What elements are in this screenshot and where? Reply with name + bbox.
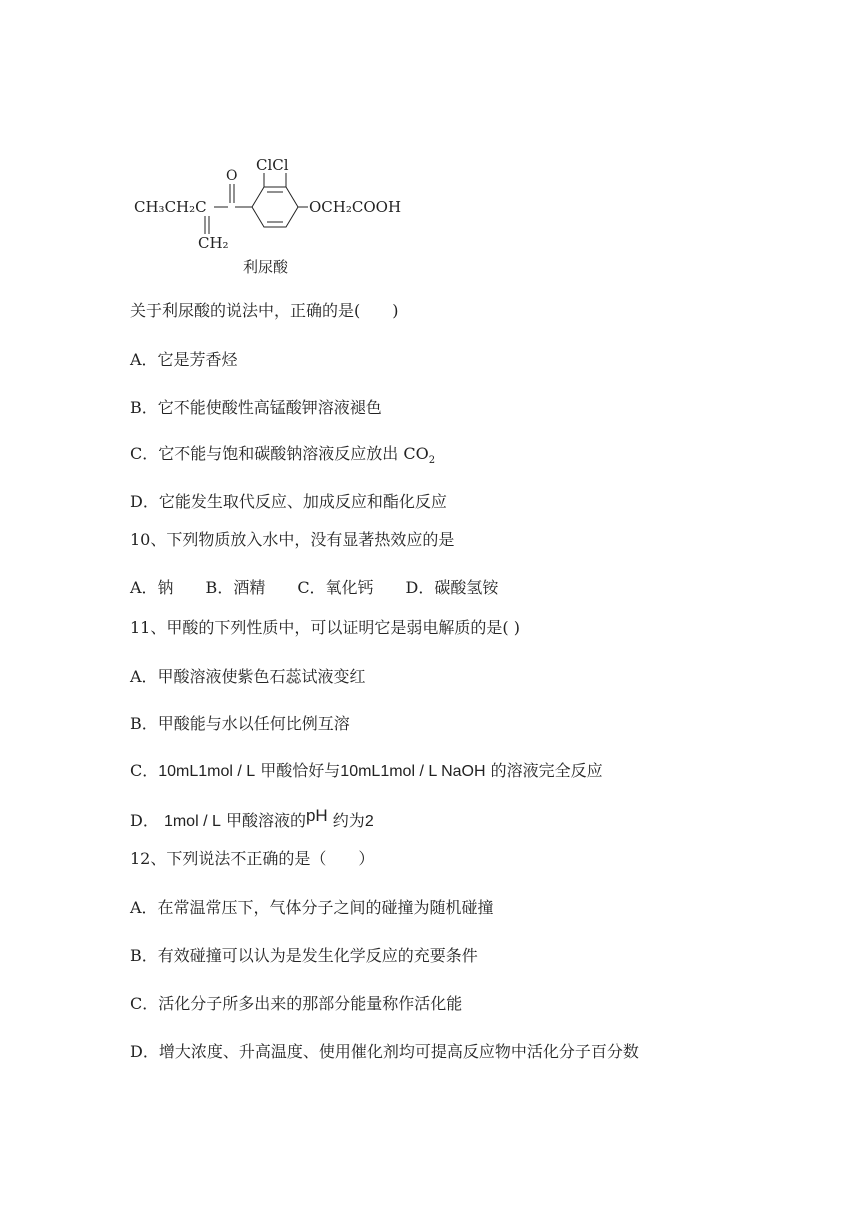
formula-side-chain: OCH₂COOH xyxy=(309,198,402,216)
q9-option-c xyxy=(130,444,435,467)
q11-c-volume-1: 10mL1mol / L xyxy=(158,763,256,780)
q11-d-suffix: 约为 xyxy=(332,811,365,830)
q9-option-a: A．它是芳香烃 xyxy=(130,350,238,369)
q9-option-b: B．它不能使酸性高锰酸钾溶液褪色 xyxy=(130,398,382,417)
formula-cl-label: ClCl xyxy=(256,156,289,174)
q11-d-concentration: 1mol / L xyxy=(163,813,221,830)
formula-methylene: CH₂ xyxy=(198,234,229,252)
q12-option-d: D．增大浓度、升高温度、使用催化剂均可提高反应物中活化分子百分数 xyxy=(130,1042,639,1061)
q10-options: A．钠 B．酒精 C．氧化钙 D．碳酸氢铵 xyxy=(130,578,499,597)
q11-d-mid: 甲酸溶液的 xyxy=(225,811,306,830)
q11-d-value: 2 xyxy=(364,813,374,830)
q11-option-d xyxy=(130,806,374,832)
q11-stem: 11、甲酸的下列性质中，可以证明它是弱电解质的是( ) xyxy=(130,618,520,637)
formula-oxygen: O xyxy=(226,168,238,184)
q12-stem: 12、下列说法不正确的是（ ） xyxy=(130,849,375,868)
formula-benzene-ring xyxy=(252,187,298,227)
q11-c-suffix: 的溶液完全反应 xyxy=(490,761,603,780)
q11-option-b: B．甲酸能与水以任何比例互溶 xyxy=(130,714,350,733)
figure-caption: 利尿酸 xyxy=(243,258,289,276)
q9-stem: 关于利尿酸的说法中，正确的是( ) xyxy=(130,301,399,320)
q9-option-d: D．它能发生取代反应、加成反应和酯化反应 xyxy=(130,492,447,511)
q11-c-mid: 甲酸恰好与 xyxy=(260,761,341,780)
q10-stem: 10、下列物质放入水中，没有显著热效应的是 xyxy=(130,530,455,549)
q11-d-prefix: D． xyxy=(130,811,159,830)
q12-option-c: C．活化分子所多出来的那部分能量称作活化能 xyxy=(130,994,463,1013)
q11-c-volume-2: 10mL1mol / L NaOH xyxy=(340,763,486,780)
q11-option-a: A．甲酸溶液使紫色石蕊试液变红 xyxy=(130,667,366,686)
q11-d-ph: pH xyxy=(305,806,328,825)
q12-option-b: B．有效碰撞可以认为是发生化学反应的充要条件 xyxy=(130,946,478,965)
formula-left-chain: CH₃CH₂C xyxy=(134,198,207,216)
q11-c-prefix: C． xyxy=(130,761,159,780)
q9-option-c-text: C．它不能与饱和碳酸钠溶液反应放出 CO xyxy=(130,444,429,463)
co2-subscript: 2 xyxy=(428,455,436,466)
q11-option-c xyxy=(130,761,603,782)
q12-option-a: A．在常温常压下，气体分子之间的碰撞为随机碰撞 xyxy=(130,898,494,917)
